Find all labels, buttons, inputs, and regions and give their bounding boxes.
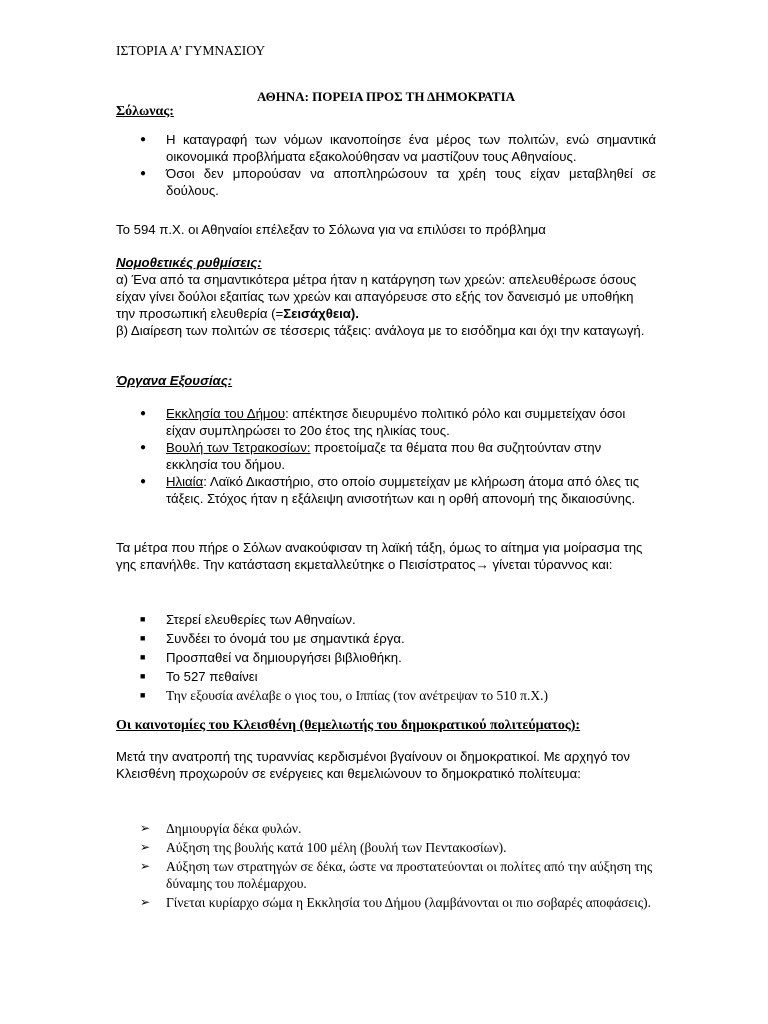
running-header: ΙΣΤΟΡΙΑ Α’ ΓΥΜΝΑΣΙΟΥ <box>116 43 266 58</box>
list-item: ● Βουλή των Τετρακοσίων: προετοίμαζε τα θέματα που θα συζητούνταν στην εκκλησία του δήμου. <box>140 440 602 472</box>
list-item: ● Όσοι δεν μπορούσαν να αποπληρώσουν τα χρέη τους είχαν μεταβληθεί σε δούλους. <box>140 166 656 198</box>
square-bullet-icon: ■ <box>140 633 146 643</box>
solon-intro: Το 594 π.Χ. οι Αθηναίοι επέλεξαν το Σόλωνα για να επιλύσει το πρόβλημα <box>116 222 546 237</box>
arrow-bullet-icon: ➢ <box>140 859 151 873</box>
kleisthenes-heading: Οι καινοτομίες του Κλεισθένη (θεμελιωτής του δημοκρατικού πολιτεύματος): <box>116 718 581 733</box>
square-bullet-icon: ■ <box>140 652 146 662</box>
list-item: ➢ Αύξηση των στρατηγών σε δέκα, ώστε να προστατεύονται οι πολίτες από την αύξηση της δύναμης του πολέμαρχου. <box>140 859 653 891</box>
solon-bullet-list <box>140 131 656 199</box>
list-item: ● Εκκλησία του Δήμου: απέκτησε διευρυμένο πολιτικό ρόλο και συμμετείχαν όσοι είχαν συμπληρώσει το 20ο έτος της ηλικίας τους. <box>140 406 626 438</box>
legislative-a: α) Ένα από τα σημαντικότερα μέτρα ήταν η κατάργηση των χρεών: απελευθέρωσε όσους είχαν γίνει δούλοι εξαιτίας των χρεών και απαγόρευσε στο εξής τον δανεισμό με υποθήκη την προσωπική ελευθερία (=Σεισάχθεια). <box>116 272 637 321</box>
bullet-icon: ● <box>140 134 147 145</box>
list-item: ● Ηλιαία: Λαϊκό Δικαστήριο, στο οποίο συμμετείχαν με κλήρωση άτομα από όλες τις τάξεις. Στόχος ήταν η εξάλειψη ανισοτήτων και η ορθή απονομή της δικαιοσύνης. <box>140 474 640 506</box>
list-item: ➢ Δημιουργία δέκα φυλών. <box>140 821 302 836</box>
square-bullet-icon: ■ <box>140 690 146 700</box>
square-bullet-icon: ■ <box>140 614 146 624</box>
list-item: ■ Το 527 πεθαίνει <box>140 669 258 684</box>
list-item: ■ Προσπαθεί να δημιουργήσει βιβλιοθήκη. <box>140 650 402 665</box>
bullet-icon: ● <box>140 408 147 419</box>
list-item: ■ Συνδέει το όνομά του με σημαντικά έργα. <box>140 631 405 646</box>
organs-heading: Όργανα Εξουσίας: <box>116 373 233 388</box>
legislative-heading: Νομοθετικές ρυθμίσεις: <box>116 255 262 270</box>
list-item: ■ Στερεί ελευθερίες των Αθηναίων. <box>140 612 356 627</box>
bullet-icon: ● <box>140 476 147 487</box>
kleisthenes-list <box>140 820 656 911</box>
solon-heading: Σόλωνας: <box>116 104 174 119</box>
peisistratos-list <box>140 611 656 704</box>
legislative-b: β) Διαίρεση των πολιτών σε τέσσερις τάξεις: ανάλογα με το εισόδημα και όχι την καταγωγή. <box>116 323 645 338</box>
organs-list <box>140 405 656 507</box>
kleisthenes-intro: Μετά την ανατροπή της τυραννίας κερδισμένοι βγαίνουν οι δημοκρατικοί. Με αρχηγό τον Κλεισθένη προχωρούν σε ενέργειες και θεμελιώνουν το δημοκρατικό πολίτευμα: <box>116 749 631 781</box>
list-item: ➢ Γίνεται κυρίαρχο σώμα η Εκκλησία του Δήμου (λαμβάνονται οι πιο σοβαρές αποφάσεις). <box>140 895 651 910</box>
list-item: ➢ Αύξηση της βουλής κατά 100 μέλη (βουλή των Πεντακοσίων). <box>140 840 507 855</box>
arrow-bullet-icon: ➢ <box>140 821 151 835</box>
bullet-icon: ● <box>140 168 147 179</box>
peisistratos-intro: Τα μέτρα που πήρε ο Σόλων ανακούφισαν τη λαϊκή τάξη, όμως το αίτημα για μοίρασμα της γης επανήλθε. Την κατάσταση εκμεταλλεύτηκε ο Πεισίστρατος→ γίνεται τύραννος και: <box>116 540 643 572</box>
square-bullet-icon: ■ <box>140 671 146 681</box>
arrow-bullet-icon: ➢ <box>140 895 151 909</box>
list-item: ■ Την εξουσία ανέλαβε ο γιος του, ο Ιππίας (τον ανέτρεψαν το 510 π.Χ.) <box>140 688 548 703</box>
list-item: ● Η καταγραφή των νόμων ικανοποίησε ένα μέρος των πολιτών, ενώ σημαντικά οικονομικά προβλήματα εξακολούθησαν να μαστίζουν τους Αθηναίους. <box>140 132 656 164</box>
page-title: ΑΘΗΝΑ: ΠΟΡΕΙΑ ΠΡΟΣ ΤΗ ΔΗΜΟΚΡΑΤΙΑ <box>256 89 516 104</box>
arrow-bullet-icon: ➢ <box>140 840 151 854</box>
bullet-icon: ● <box>140 442 147 453</box>
